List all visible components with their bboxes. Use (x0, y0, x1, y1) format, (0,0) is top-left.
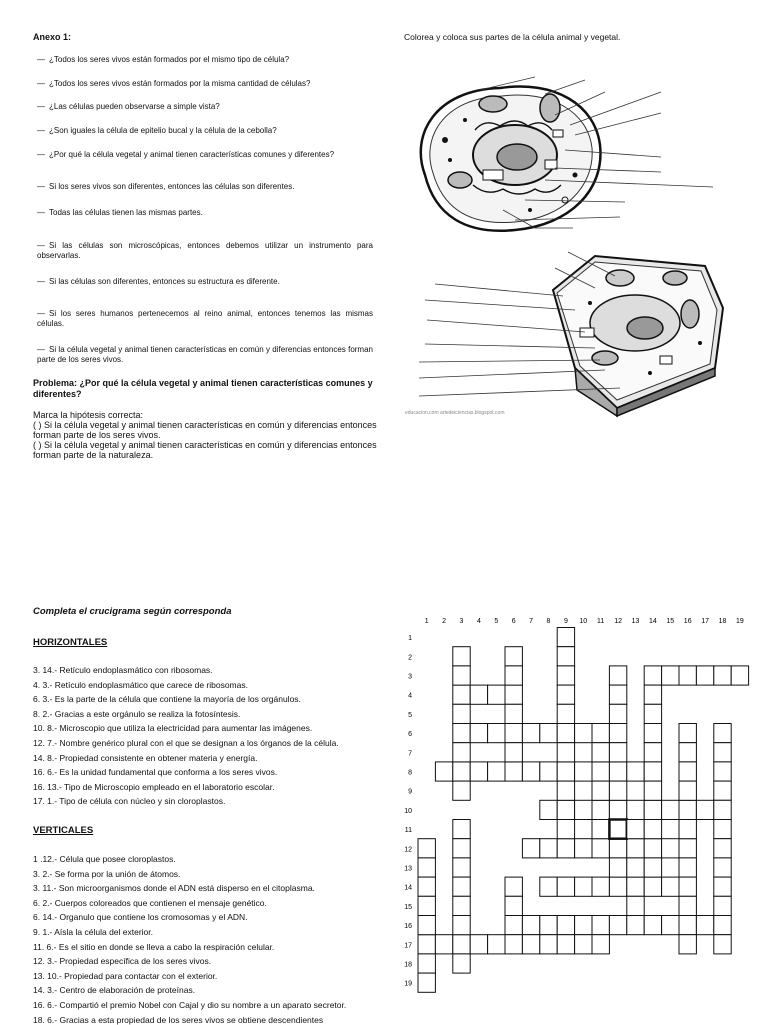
crossword-cell[interactable] (627, 896, 644, 915)
crossword-cell[interactable] (557, 743, 574, 762)
crossword-cell[interactable] (453, 858, 470, 877)
vertical-clue: 14. 3.- Centro de elaboración de proteínas. (33, 985, 196, 996)
crossword-cell[interactable] (575, 935, 592, 954)
crossword-cell[interactable] (609, 781, 626, 800)
column-number: 15 (666, 618, 675, 625)
row-number: 6 (408, 731, 412, 739)
crossword-cell[interactable] (609, 916, 626, 935)
annex-question (37, 208, 373, 218)
row-number: 1 (408, 635, 412, 643)
crossword-cell[interactable] (557, 935, 574, 954)
annex-question-text: Si las células son diferentes, entonces su estructura es diferente. (49, 277, 280, 286)
crossword-cell[interactable] (714, 820, 731, 839)
annex-title: Anexo 1: (33, 32, 72, 42)
annex-question (37, 55, 373, 65)
figure-credit: educacion.com artedeiciencias.blogspot.com (405, 410, 505, 416)
dash-bullet: — (37, 150, 45, 159)
crossword-cell[interactable] (644, 666, 661, 685)
crossword-cell[interactable] (488, 762, 505, 781)
horizontal-clue: 3. 14.- Retículo endoplasmático con ribosomas. (33, 665, 213, 675)
crossword-cell[interactable] (575, 916, 592, 935)
crossword-cell[interactable] (575, 724, 592, 743)
annex-question-text: Si los seres humanos pertenecemos al reino animal, entonces tenemos las mismas células. (37, 309, 373, 328)
dash-bullet: — (37, 208, 45, 217)
problem-statement: Problema: ¿Por qué la célula vegetal y animal tienen características comunes y diferentes? (33, 378, 373, 399)
crossword-cell[interactable] (679, 839, 696, 858)
vertical-clue: 18. 6.- Gracias a esta propiedad de los seres vivos se obtiene descendientes (33, 1014, 324, 1025)
column-number: 4 (476, 618, 481, 625)
crossword-cell[interactable] (714, 781, 731, 800)
crossword-cell[interactable] (714, 800, 731, 819)
crossword-cell[interactable] (575, 762, 592, 781)
crossword-cell[interactable] (609, 800, 626, 819)
crossword-cell[interactable] (505, 916, 522, 935)
crossword-cell[interactable] (644, 685, 661, 704)
crossword-cell[interactable] (592, 781, 609, 800)
crossword-cell[interactable] (609, 724, 626, 743)
annex-question-text: Todas las células tienen las mismas partes. (49, 208, 203, 217)
crossword-cell[interactable] (679, 896, 696, 915)
crossword-cell[interactable] (557, 647, 574, 666)
row-number: 3 (408, 673, 412, 681)
crossword-cell[interactable] (540, 935, 557, 954)
annex-question (37, 309, 373, 329)
crossword-cell[interactable] (488, 724, 505, 743)
crossword-cell[interactable] (627, 858, 644, 877)
hypothesis-option-2: ( ) Si la célula vegetal y animal tienen características en común y diferencias entonces forman parte de la naturaleza. (33, 440, 377, 460)
crossword-cell[interactable] (627, 877, 644, 896)
crossword-cell[interactable] (418, 896, 435, 915)
vertical-clue: 6. 2.- Cuerpos coloreados que contienen el mensaje genético. (33, 897, 267, 908)
crossword-cell[interactable] (627, 916, 644, 935)
row-number: 9 (408, 788, 412, 796)
annex-question-text: ¿Son iguales la célula de epitelio bucal y la célula de la cebolla? (49, 126, 277, 135)
row-number: 7 (408, 750, 412, 758)
horizontal-clue: 16. 6.- Es la unidad fundamental que conforma a los seres vivos. (33, 767, 278, 778)
crossword-grid[interactable] (400, 610, 750, 1005)
crossword-cell[interactable] (488, 935, 505, 954)
crossword-cell[interactable] (644, 858, 661, 877)
crossword-cell[interactable] (644, 704, 661, 723)
crossword-cell[interactable] (644, 724, 661, 743)
crossword-cell[interactable] (557, 628, 574, 647)
dash-bullet: — (37, 309, 45, 318)
annex-question-text: Si la célula vegetal y animal tienen características en común y diferencias entonces forman parte de los seres vivos. (37, 345, 373, 364)
crossword-cell[interactable] (592, 839, 609, 858)
crossword-cell[interactable] (435, 935, 452, 954)
column-number: 10 (579, 618, 588, 625)
crossword-cell[interactable] (453, 704, 470, 723)
crossword-cell[interactable] (714, 896, 731, 915)
crossword-cell[interactable] (540, 800, 557, 819)
crossword-cell[interactable] (644, 800, 661, 819)
row-number: 2 (408, 654, 412, 662)
crossword-cell[interactable] (714, 724, 731, 743)
crossword-cell[interactable] (453, 666, 470, 685)
dash-bullet: — (37, 79, 45, 88)
row-number: 12 (404, 846, 412, 854)
crossword-cell[interactable] (505, 704, 522, 723)
hypothesis-option-1: ( ) Si la célula vegetal y animal tienen características en común y diferencias entonces forman parte de los seres vivos. (33, 420, 377, 440)
crossword-cell[interactable] (644, 916, 661, 935)
horizontal-clue: 10. 8.- Microscopio que utiliza la electricidad para aumentar las imágenes. (33, 723, 313, 734)
hypothesis-block (33, 410, 378, 460)
crossword-cell[interactable] (575, 800, 592, 819)
crossword-cell[interactable] (418, 877, 435, 896)
column-number: 11 (597, 618, 605, 625)
crossword-cell[interactable] (557, 666, 574, 685)
crossword-cell[interactable] (609, 762, 626, 781)
crossword-cell[interactable] (418, 858, 435, 877)
crossword-cell[interactable] (505, 685, 522, 704)
horizontal-clue: 8. 2.- Gracias a este orgánulo se realiza la fotosíntesis. (33, 708, 241, 719)
annex-question (37, 345, 373, 365)
vertical-clue: 9. 1.- Aísla la célula del exterior. (33, 927, 154, 937)
row-number: 8 (408, 769, 412, 777)
crossword-cell[interactable] (453, 762, 470, 781)
column-number: 1 (424, 618, 429, 625)
crossword-cell[interactable] (644, 877, 661, 896)
crossword-cell[interactable] (557, 724, 574, 743)
crossword-cell[interactable] (662, 800, 679, 819)
crossword-cell[interactable] (662, 666, 679, 685)
crossword-cell[interactable] (418, 839, 435, 858)
crossword-cell[interactable] (453, 954, 470, 973)
crossword-cell[interactable] (505, 724, 522, 743)
crossword-cell[interactable] (557, 839, 574, 858)
crossword-cell[interactable] (679, 877, 696, 896)
vertical-clue: 3. 11.- Son microorganismos donde el ADN está disperso en el citoplasma. (33, 883, 315, 894)
horizontal-clue: 14. 8.- Propiedad consistente en obtener materia y energía. (33, 752, 258, 763)
crossword-cell[interactable] (609, 858, 626, 877)
row-number: 11 (404, 827, 412, 835)
crossword-cell[interactable] (679, 916, 696, 935)
crossword-cell[interactable] (418, 916, 435, 935)
crossword-cell[interactable] (714, 916, 731, 935)
crossword-cell[interactable] (522, 916, 539, 935)
crossword-cell[interactable] (470, 685, 487, 704)
crossword-cell[interactable] (575, 839, 592, 858)
crossword-cell[interactable] (644, 762, 661, 781)
crossword-cell[interactable] (627, 839, 644, 858)
crossword-cell[interactable] (522, 762, 539, 781)
crossword-cell[interactable] (522, 724, 539, 743)
crossword-cell[interactable] (488, 685, 505, 704)
crossword-cell[interactable] (714, 877, 731, 896)
crossword-cell[interactable] (592, 935, 609, 954)
column-number: 8 (546, 618, 551, 625)
crossword-cell[interactable] (453, 877, 470, 896)
column-number: 5 (494, 618, 499, 625)
vertical-clue: 13. 10.- Propiedad para contactar con el exterior. (33, 970, 218, 981)
crossword-cell[interactable] (540, 877, 557, 896)
crossword-cell[interactable] (644, 743, 661, 762)
crossword-cell[interactable] (696, 800, 713, 819)
horizontal-clue: 16. 13.- Tipo de Microscopio empleado en el laboratorio escolar. (33, 781, 275, 792)
crossword-cell[interactable] (714, 935, 731, 954)
crossword-cell[interactable] (714, 839, 731, 858)
column-number: 12 (614, 618, 622, 625)
figure-caption: Colorea y coloca sus partes de la célula animal y vegetal. (404, 32, 621, 42)
crossword-cell[interactable] (609, 820, 626, 839)
vertical-clue: 16. 6.- Compartió el premio Nobel con Cajal y dio su nombre a un aparato secretor. (33, 1000, 347, 1010)
crossword-cell[interactable] (505, 877, 522, 896)
vertical-clue: 12. 3.- Propiedad específica de los seres vivos. (33, 956, 212, 967)
hypothesis-title: Marca la hipótesis correcta: (33, 410, 144, 420)
horizontal-clue: 6. 3.- Es la parte de la célula que contiene la mayoría de los orgánulos. (33, 694, 301, 705)
vertical-clue: 3. 2.- Se forma por la unión de átomos. (33, 868, 181, 879)
crossword-cell[interactable] (679, 724, 696, 743)
crossword-cell[interactable] (627, 800, 644, 819)
crossword-cell[interactable] (696, 666, 713, 685)
crossword-cell[interactable] (453, 724, 470, 743)
crossword-cell[interactable] (679, 935, 696, 954)
dash-bullet: — (37, 241, 45, 250)
crossword-cell[interactable] (714, 666, 731, 685)
crossword-cell[interactable] (592, 916, 609, 935)
row-number: 10 (404, 807, 412, 815)
crossword-cell[interactable] (522, 839, 539, 858)
row-number: 13 (404, 865, 412, 873)
column-number: 13 (631, 618, 640, 625)
column-number: 19 (736, 618, 744, 625)
crossword-cell[interactable] (435, 762, 452, 781)
column-number: 7 (529, 618, 534, 625)
crossword-cell[interactable] (505, 647, 522, 666)
crossword-title: Completa el crucigrama según corresponda (33, 606, 232, 617)
row-number: 16 (404, 923, 412, 931)
column-number: 3 (459, 618, 464, 625)
crossword-cell[interactable] (418, 973, 435, 992)
horizontal-clue: 12. 7.- Nombre genérico plural con el que se designan a los órganos de la célula. (33, 738, 339, 748)
column-number: 2 (442, 618, 447, 625)
vertical-clue: 11. 6.- Es el sitio en donde se lleva a cabo la respiración celular. (33, 941, 275, 952)
crossword-cell[interactable] (627, 762, 644, 781)
crossword-cell[interactable] (644, 781, 661, 800)
crossword-cell[interactable] (557, 781, 574, 800)
crossword-cell[interactable] (679, 858, 696, 877)
crossword-cell[interactable] (557, 820, 574, 839)
crossword-cell[interactable] (453, 896, 470, 915)
dash-bullet: — (37, 126, 45, 135)
vertical-clue: 6. 14.- Organulo que contiene los cromosomas y el ADN. (33, 912, 248, 923)
crossword-cell[interactable] (731, 666, 748, 685)
dash-bullet: — (37, 55, 45, 64)
crossword-cell[interactable] (609, 704, 626, 723)
crossword-cell[interactable] (609, 877, 626, 896)
dash-bullet: — (37, 102, 45, 111)
crossword-cell[interactable] (470, 935, 487, 954)
crossword-cell[interactable] (679, 743, 696, 762)
row-number: 18 (404, 961, 412, 969)
crossword-cell[interactable] (557, 685, 574, 704)
dash-bullet: — (37, 277, 45, 286)
crossword-cell[interactable] (679, 820, 696, 839)
crossword-cell[interactable] (644, 820, 661, 839)
dash-bullet: — (37, 345, 45, 354)
crossword-cell[interactable] (592, 800, 609, 819)
crossword-cell[interactable] (557, 704, 574, 723)
crossword-cell[interactable] (557, 762, 574, 781)
row-number: 15 (404, 903, 412, 911)
annex-question-text: ¿Todos los seres vivos están formados por el mismo tipo de célula? (49, 55, 290, 64)
crossword-cell[interactable] (662, 877, 679, 896)
crossword-cell[interactable] (609, 839, 626, 858)
crossword-cell[interactable] (662, 839, 679, 858)
crossword-cell[interactable] (505, 743, 522, 762)
crossword-cell[interactable] (557, 800, 574, 819)
crossword-cell[interactable] (679, 800, 696, 819)
crossword-cell[interactable] (418, 954, 435, 973)
annex-question (37, 182, 373, 192)
animal-cell-diagram (405, 60, 725, 245)
horizontal-clue: 17. 1.- Tipo de célula con núcleo y sin cloroplastos. (33, 796, 226, 807)
crossword-cell[interactable] (592, 877, 609, 896)
crossword-cell[interactable] (540, 724, 557, 743)
crossword-cell[interactable] (453, 685, 470, 704)
crossword-cell[interactable] (557, 916, 574, 935)
vertical-clue: 1 .12.- Célula que posee cloroplastos. (33, 854, 176, 864)
annex-question-text: ¿Por qué la célula vegetal y animal tienen características comunes y diferentes? (49, 150, 335, 159)
crossword-cell[interactable] (453, 820, 470, 839)
crossword-cell[interactable] (592, 743, 609, 762)
crossword-cell[interactable] (575, 877, 592, 896)
crossword-cell[interactable] (662, 916, 679, 935)
crossword-cell[interactable] (627, 820, 644, 839)
annex-question-text: ¿Todos los seres vivos están formados por la misma cantidad de células? (49, 79, 311, 88)
horizontal-heading: HORIZONTALES (33, 637, 108, 648)
annex-question-text: ¿Las células pueden observarse a simple vista? (49, 102, 220, 111)
crossword-cell[interactable] (505, 935, 522, 954)
column-number: 14 (649, 618, 657, 625)
annex-question-text: Si las células son microscópicas, entonces debemos utilizar un instrumento para observarlas. (37, 241, 373, 260)
crossword-cell[interactable] (540, 839, 557, 858)
row-number: 17 (404, 942, 412, 950)
annex-question-text: Si los seres vivos son diferentes, entonces las células son diferentes. (49, 182, 295, 191)
crossword-cell[interactable] (557, 877, 574, 896)
crossword-cell[interactable] (418, 935, 435, 954)
crossword-cell[interactable] (714, 858, 731, 877)
crossword-cell[interactable] (453, 839, 470, 858)
crossword-cell[interactable] (679, 781, 696, 800)
column-number: 6 (511, 618, 516, 625)
crossword-cell[interactable] (609, 666, 626, 685)
crossword-cell[interactable] (470, 762, 487, 781)
crossword-cell[interactable] (453, 781, 470, 800)
vertical-heading: VERTICALES (33, 825, 94, 836)
crossword-cell[interactable] (679, 666, 696, 685)
crossword-cell[interactable] (679, 762, 696, 781)
horizontal-clue: 4. 3.- Retículo endoplasmático que carece de ribosomas. (33, 679, 248, 690)
crossword-cell[interactable] (453, 916, 470, 935)
annex-question (37, 79, 373, 89)
annex-question (37, 150, 373, 160)
crossword-cell[interactable] (505, 666, 522, 685)
column-number: 17 (701, 618, 709, 625)
crossword-cell[interactable] (714, 743, 731, 762)
column-number: 18 (718, 618, 727, 625)
crossword-cell[interactable] (644, 839, 661, 858)
crossword-cell[interactable] (609, 743, 626, 762)
annex-question (37, 126, 373, 136)
annex-question (37, 102, 373, 112)
annex-question (37, 277, 373, 287)
crossword-cell[interactable] (540, 916, 557, 935)
crossword-cell[interactable] (592, 820, 609, 839)
crossword-cell[interactable] (505, 762, 522, 781)
column-number: 16 (683, 618, 692, 625)
crossword-cell[interactable] (470, 724, 487, 743)
crossword-cell[interactable] (453, 935, 470, 954)
crossword-cell[interactable] (522, 935, 539, 954)
row-number: 14 (404, 884, 412, 892)
crossword-cell[interactable] (592, 724, 609, 743)
crossword-cell[interactable] (453, 647, 470, 666)
crossword-cell[interactable] (540, 762, 557, 781)
plant-cell-diagram (405, 248, 735, 420)
crossword-cell[interactable] (453, 743, 470, 762)
crossword-cell[interactable] (609, 685, 626, 704)
dash-bullet: — (37, 182, 45, 191)
crossword-cell[interactable] (505, 896, 522, 915)
row-number: 4 (408, 692, 412, 700)
crossword-cell[interactable] (714, 762, 731, 781)
annex-question (37, 241, 373, 261)
column-number: 9 (563, 618, 568, 625)
row-number: 19 (404, 980, 412, 988)
crossword-cell[interactable] (696, 916, 713, 935)
crossword-cell[interactable] (592, 762, 609, 781)
row-number: 5 (408, 711, 412, 719)
